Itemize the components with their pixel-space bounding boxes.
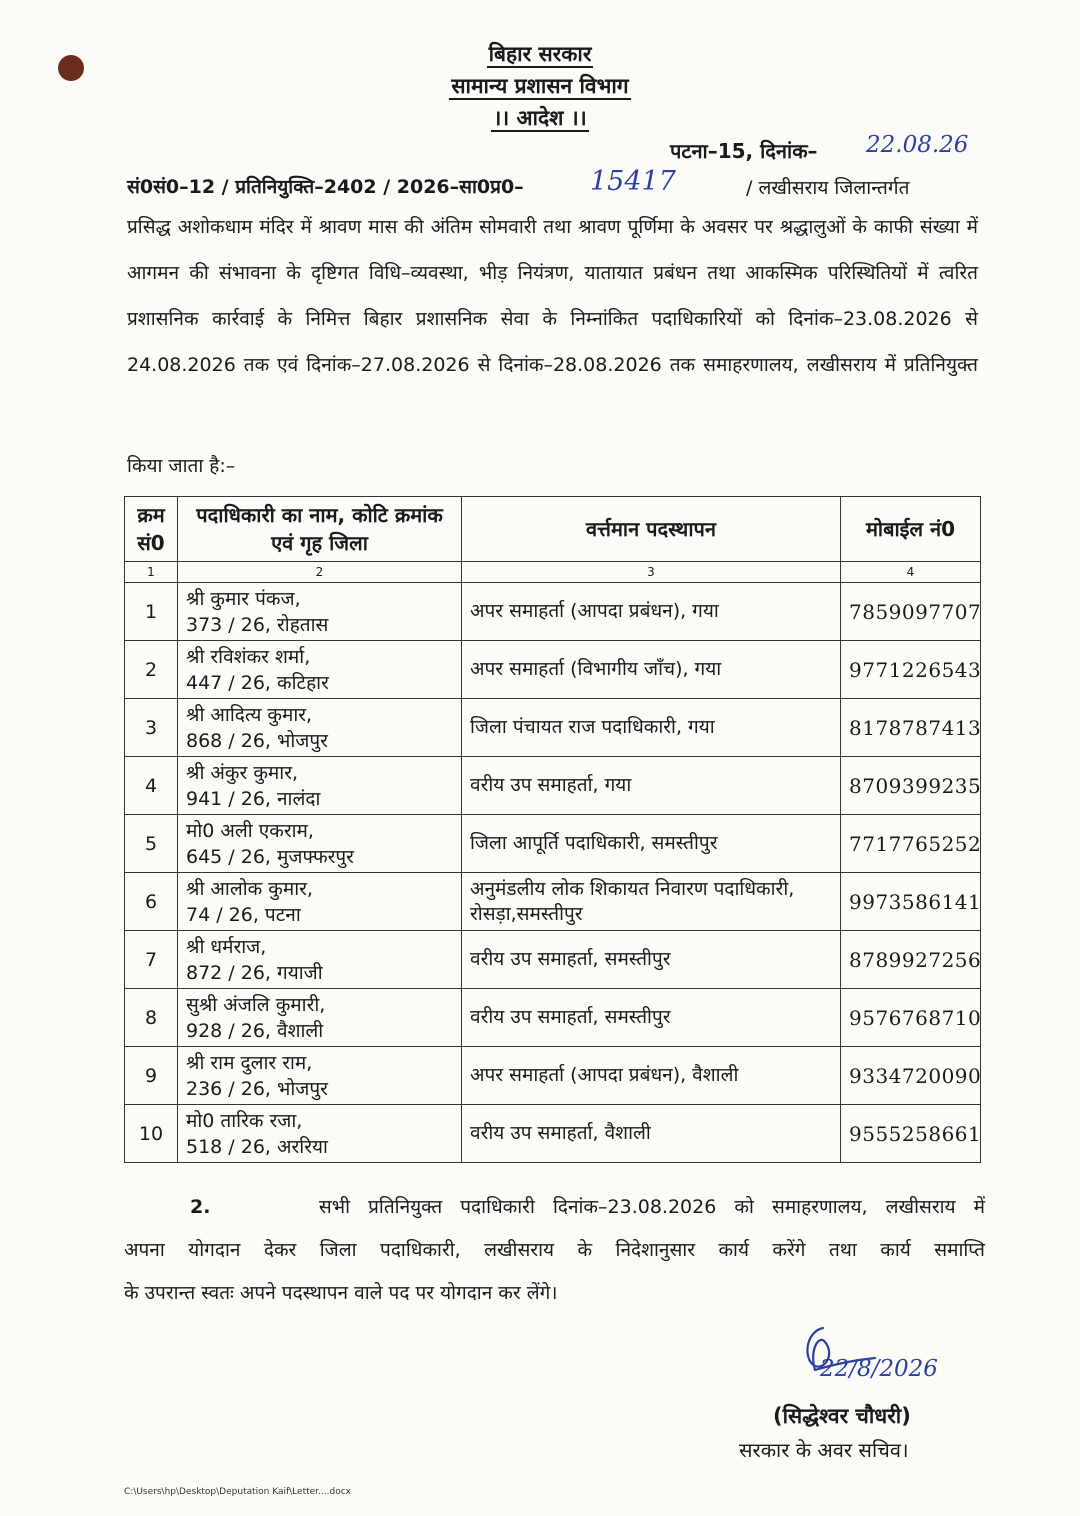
paragraph-2-line2: अपना योगदान देकर जिला पदाधिकारी, लखीसराय के निदेशानुसार कार्य करेंगे तथा कार्य समाप्ति	[124, 1239, 985, 1261]
officer-name: सुश्री अंजलि कुमारी,	[186, 993, 326, 1016]
officer-code-district: 868 / 26, भोजपुर	[186, 729, 328, 752]
posting: वरीय उप समाहर्ता, गया	[462, 757, 841, 815]
table-row	[125, 873, 981, 931]
officer-code-district: 941 / 26, नालंदा	[186, 787, 321, 810]
table-row	[125, 1105, 981, 1163]
officer-cell	[178, 757, 462, 815]
posting: जिला आपूर्ति पदाधिकारी, समस्तीपुर	[462, 815, 841, 873]
paragraph-2-line1	[124, 1186, 985, 1229]
signatory-name: (सिद्धेश्वर चौधरी)	[773, 1404, 911, 1428]
table-header-row	[125, 497, 981, 562]
officer-cell	[178, 873, 462, 931]
officer-cell	[178, 699, 462, 757]
header-mobile: मोबाईल नं0	[841, 497, 981, 562]
mobile-number: 9576768710	[841, 989, 981, 1047]
header-department	[0, 72, 1080, 100]
header-order	[0, 104, 1080, 132]
officer-code-district: 74 / 26, पटना	[186, 903, 301, 926]
mobile-number: 8789927256	[841, 931, 981, 989]
posting: वरीय उप समाहर्ता, समस्तीपुर	[462, 931, 841, 989]
officer-name: श्री राम दुलार राम,	[186, 1051, 313, 1074]
paragraph-2	[124, 1186, 985, 1315]
officer-name: श्री आदित्य कुमार,	[186, 703, 313, 726]
officer-cell	[178, 583, 462, 641]
officer-name: श्री कुमार पंकज,	[186, 587, 301, 610]
officer-code-district: 645 / 26, मुजफ्फरपुर	[186, 845, 354, 868]
serial-no: 9	[125, 1047, 178, 1105]
paragraph-2-line1-text: सभी प्रतिनियुक्त पदाधिकारी दिनांक–23.08.2026 को समाहरणालय, लखीसराय में	[318, 1196, 985, 1218]
mobile-number: 9334720090	[841, 1047, 981, 1105]
officer-name: मो0 अली एकराम,	[186, 819, 314, 842]
mobile-number: 8709399235	[841, 757, 981, 815]
paragraph-2-line3: के उपरान्त स्वतः अपने पदस्थापन वाले पद पर योगदान कर लेंगे।	[124, 1282, 558, 1304]
officer-code-district: 518 / 26, अररिया	[186, 1135, 328, 1158]
deputation-table	[124, 496, 981, 1163]
officer-cell	[178, 1047, 462, 1105]
table-row	[125, 931, 981, 989]
officer-name: श्री अंकुर कुमार,	[186, 761, 299, 784]
posting: अनुमंडलीय लोक शिकायत निवारण पदाधिकारी, रोसड़ा,समस्तीपुर	[462, 873, 841, 931]
signatory-designation: सरकार के अवर सचिव।	[739, 1438, 909, 1462]
serial-no: 2	[125, 641, 178, 699]
posting: जिला पंचायत राज पदाधिकारी, गया	[462, 699, 841, 757]
header-posting: वर्त्तमान पदस्थापन	[462, 497, 841, 562]
table-row	[125, 815, 981, 873]
officer-name: श्री रविशंकर शर्मा,	[186, 645, 311, 668]
column-index: 3	[462, 562, 841, 583]
officer-cell	[178, 815, 462, 873]
officer-cell	[178, 641, 462, 699]
officer-cell	[178, 1105, 462, 1163]
mobile-number: 9973586141	[841, 873, 981, 931]
table-row	[125, 583, 981, 641]
serial-no: 6	[125, 873, 178, 931]
mobile-number: 8178787413	[841, 699, 981, 757]
column-index: 1	[125, 562, 178, 583]
handwritten-date: 22.08.26	[866, 132, 969, 158]
table-row	[125, 1047, 981, 1105]
table-row	[125, 699, 981, 757]
table-row	[125, 989, 981, 1047]
officer-code-district: 447 / 26, कटिहार	[186, 671, 329, 694]
header-government	[0, 40, 1080, 68]
file-path-footer: C:\Users\hp\Desktop\Deputation Kaif\Letter....docx	[124, 1487, 351, 1497]
header-officer: पदाधिकारी का नाम, कोटि क्रमांक एवं गृह जिला	[178, 497, 462, 562]
mobile-number: 9555258661	[841, 1105, 981, 1163]
order-paragraph: प्रसिद्ध अशोकधाम मंदिर में श्रावण मास की अंतिम सोमवारी तथा श्रावण पूर्णिमा के अवसर पर श्रद्धालुओं के काफी संख्या में आगमन की संभावना के दृष्टिगत विधि–व्यवस्था, भीड़ नियंत्रण, यातायात प्रबंधन तथा आकस्मिक परिस्थितियों में त्वरित प्रशासनिक कार्रवाई के निमित्त बिहार प्रशासनिक सेवा के निम्नांकित पदाधिकारियों को दिनांक–23.08.2026 से 24.08.2026 तक एवं दिनांक–27.08.2026 से दिनांक–28.08.2026 तक समाहरणालय, लखीसराय में प्रतिनियुक्त	[127, 216, 978, 376]
officer-cell	[178, 989, 462, 1047]
header-serial-no: क्रम सं0	[125, 497, 178, 562]
column-index-row	[125, 562, 981, 583]
order-paragraph-end: किया जाता है:–	[127, 455, 236, 477]
officer-name: मो0 तारिक रजा,	[186, 1109, 303, 1132]
officer-code-district: 373 / 26, रोहतास	[186, 613, 329, 636]
mobile-number: 9771226543	[841, 641, 981, 699]
header-line3: ।। आदेश ।।	[493, 106, 587, 130]
reference-number: सं0सं0–12 / प्रतिनियुक्ति–2402 / 2026–सा0प्र0–	[127, 176, 524, 198]
table-row	[125, 641, 981, 699]
mobile-number: 7717765252	[841, 815, 981, 873]
column-index: 4	[841, 562, 981, 583]
serial-no: 4	[125, 757, 178, 815]
table-row	[125, 757, 981, 815]
serial-no: 5	[125, 815, 178, 873]
posting: अपर समाहर्ता (आपदा प्रबंधन), वैशाली	[462, 1047, 841, 1105]
serial-no: 3	[125, 699, 178, 757]
serial-no: 8	[125, 989, 178, 1047]
officer-code-district: 928 / 26, वैशाली	[186, 1019, 324, 1042]
officer-code-district: 872 / 26, गयाजी	[186, 961, 323, 984]
header-line2: सामान्य प्रशासन विभाग	[451, 74, 629, 98]
officer-cell	[178, 931, 462, 989]
officer-name: श्री आलोक कुमार,	[186, 877, 313, 900]
reference-trailing-text: / लखीसराय जिलान्तर्गत	[746, 177, 910, 199]
posting: वरीय उप समाहर्ता, समस्तीपुर	[462, 989, 841, 1047]
serial-no: 10	[125, 1105, 178, 1163]
officer-name: श्री धर्मराज,	[186, 935, 267, 958]
column-index: 2	[178, 562, 462, 583]
serial-no: 7	[125, 931, 178, 989]
posting: अपर समाहर्ता (विभागीय जाँच), गया	[462, 641, 841, 699]
paragraph-2-number: 2.	[190, 1196, 211, 1218]
header-line1: बिहार सरकार	[488, 42, 592, 66]
officer-code-district: 236 / 26, भोजपुर	[186, 1077, 328, 1100]
handwritten-reference-number: 15417	[590, 166, 676, 197]
handwritten-signature-date: 22/8/2026	[820, 1356, 938, 1382]
place-date-label: पटना–15, दिनांक–	[670, 139, 818, 163]
mobile-number: 7859097707	[841, 583, 981, 641]
posting: अपर समाहर्ता (आपदा प्रबंधन), गया	[462, 583, 841, 641]
posting: वरीय उप समाहर्ता, वैशाली	[462, 1105, 841, 1163]
serial-no: 1	[125, 583, 178, 641]
